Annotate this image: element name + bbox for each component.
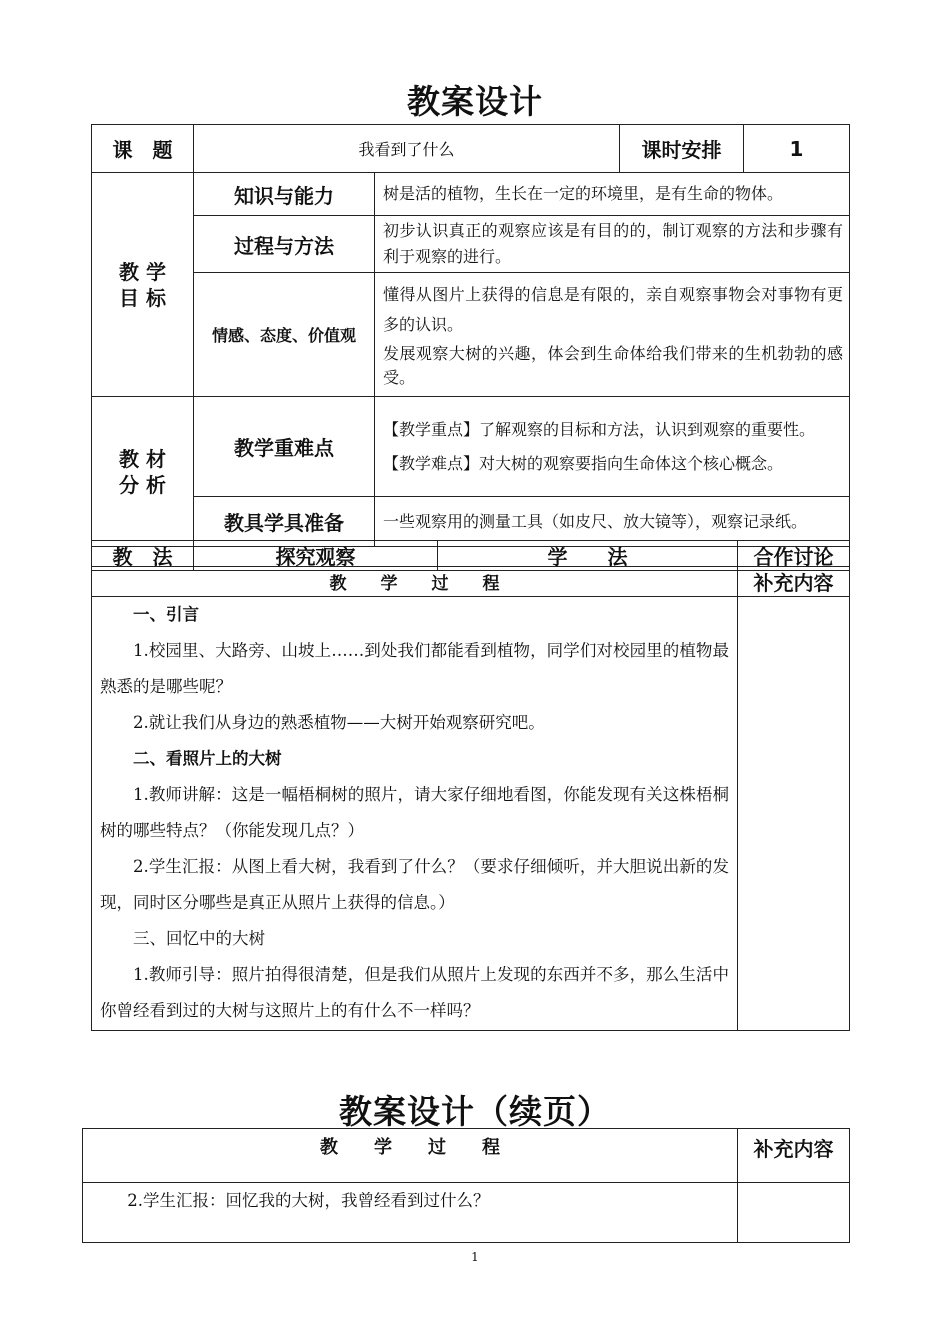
key-points-text	[375, 397, 850, 497]
continued-process-header: 教 学 过 程	[83, 1129, 738, 1183]
continued-page-title: 教案设计（续页）	[339, 1092, 611, 1131]
hours-label: 课时安排	[620, 125, 744, 173]
goal-attitude-text-2: 发展观察大树的兴趣，体会到生命体给我们带来的生机勃勃的感受。	[383, 343, 844, 387]
lesson-plan-table	[91, 124, 850, 547]
process-table	[91, 566, 850, 1031]
key-points-text-2: 【教学难点】对大树的观察要指向生命体这个核心概念。	[383, 453, 784, 473]
hours-value: 1	[744, 125, 850, 173]
goal-process-label: 过程与方法	[194, 216, 375, 273]
learn-method-label: 学 法	[438, 541, 738, 571]
topic-value: 我看到了什么	[194, 125, 620, 173]
learn-method-value: 合作讨论	[738, 541, 850, 571]
process-content	[92, 597, 738, 1031]
goal-attitude-label: 情感、态度、价值观	[194, 273, 375, 397]
continued-supplement-header: 补充内容	[738, 1129, 850, 1183]
process-line: 1.教师讲解：这是一幅梧桐树的照片，请大家仔细地看图，你能发现有关这株梧桐树的哪些特点？（你能发现几点？）	[100, 785, 729, 840]
teach-method-label: 教 法	[92, 541, 194, 571]
topic-label: 课 题	[92, 125, 194, 173]
key-points-label: 教学重难点	[194, 397, 375, 497]
process-line: 1.教师引导：照片拍得很清楚，但是我们从照片上发现的东西并不多，那么生活中你曾经看到过的大树与这照片上的有什么不一样吗？	[100, 965, 729, 1020]
process-header: 教 学 过 程	[92, 567, 738, 597]
process-line: 2.就让我们从身边的熟悉植物——大树开始观察研究吧。	[133, 713, 545, 732]
process-line: 一、引言	[133, 605, 199, 624]
goal-knowledge-text: 树是活的植物，生长在一定的环境里，是有生命的物体。	[375, 173, 850, 216]
tools-text: 一些观察用的测量工具（如皮尺、放大镜等），观察记录纸。	[375, 497, 850, 547]
continued-process-line: 2.学生汇报：回忆我的大树，我曾经看到过什么？	[83, 1183, 738, 1243]
continued-supplement-content	[738, 1183, 850, 1243]
analysis-label: 教 材 分 析	[92, 397, 194, 547]
supplement-content	[738, 597, 850, 1031]
tools-label: 教具学具准备	[194, 497, 375, 547]
goal-attitude-text	[375, 273, 850, 397]
process-line: 1.校园里、大路旁、山坡上……到处我们都能看到植物，同学们对校园里的植物最熟悉的是哪些呢？	[100, 641, 729, 696]
page-number: 1	[471, 1250, 479, 1264]
process-line: 三、回忆中的大树	[133, 929, 265, 948]
process-line: 2.学生汇报：从图上看大树，我看到了什么？（要求仔细倾听，并大胆说出新的发现，同时区分哪些是真正从照片上获得的信息。）	[100, 857, 729, 912]
teach-method-value: 探究观察	[194, 541, 438, 571]
goal-process-text: 初步认识真正的观察应该是有目的的，制订观察的方法和步骤有利于观察的进行。	[375, 216, 850, 273]
supplement-header: 补充内容	[738, 567, 850, 597]
goal-attitude-text-1: 懂得从图片上获得的信息是有限的，亲自观察事物会对事物有更多的认识。	[383, 284, 844, 334]
goals-label: 教 学 目 标	[92, 173, 194, 397]
key-points-text-1: 【教学重点】了解观察的目标和方法，认识到观察的重要性。	[383, 419, 816, 439]
page-title: 教案设计	[407, 82, 543, 121]
goal-knowledge-label: 知识与能力	[194, 173, 375, 216]
process-line: 二、看照片上的大树	[133, 749, 282, 768]
continued-table	[82, 1128, 850, 1243]
